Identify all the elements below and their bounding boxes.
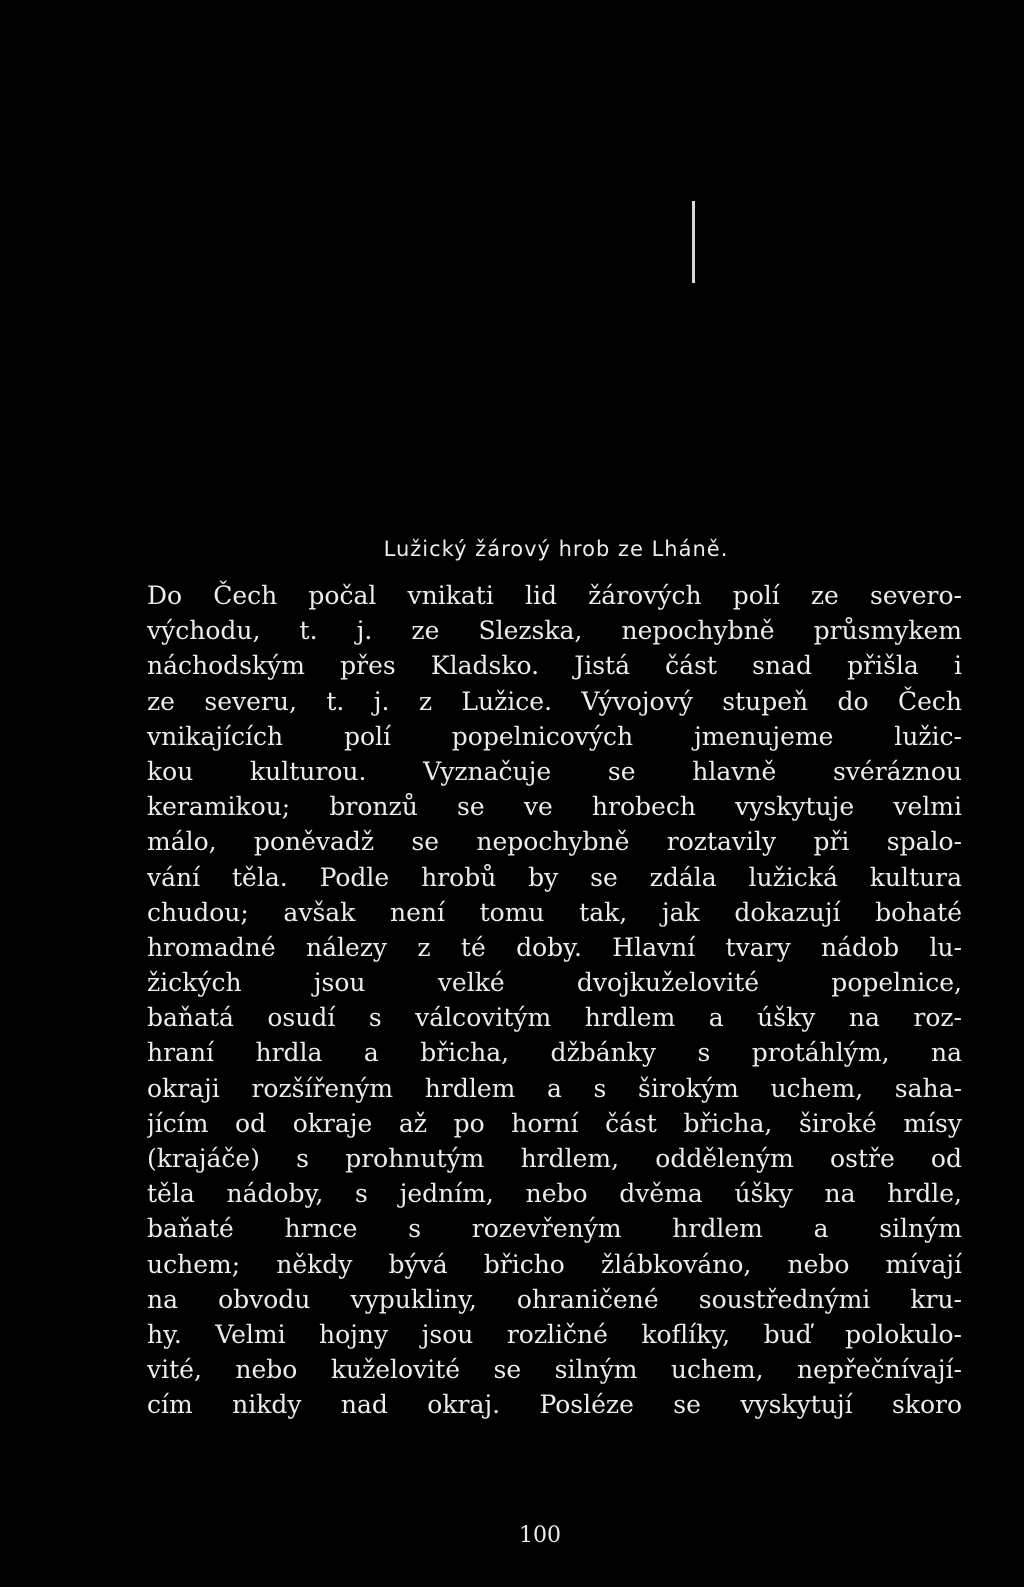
text-line: hraní hrdla a břicha, džbánky s protáhlým, na [147,1038,962,1068]
text-line: na obvodu vypukliny, ohraničené soustřednými kru- [147,1284,962,1314]
text-line: ze severu, t. j. z Lužice. Vývojový stupeň do Čech [147,686,962,716]
text-line: baňaté hrnce s rozevřeným hrdlem a silným [147,1214,962,1244]
text-line: vání těla. Podle hrobů by se zdála lužická kultura [147,862,962,892]
text-line: kou kulturou. Vyznačuje se hlavně svéráznou [147,756,962,786]
body-paragraph [147,578,962,1423]
scan-edge-mark [692,201,695,283]
text-line: málo, poněvadž se nepochybně roztavily při spalo- [147,827,962,857]
text-line: Do Čech počal vnikati lid žárových polí ze severo- [147,581,962,610]
text-line: vité, nebo kuželovité se silným uchem, nepřečnívají- [147,1355,962,1385]
text-line: chudou; avšak není tomu tak, jak dokazují bohaté [147,897,962,927]
text-line: východu, t. j. ze Slezska, nepochybně průsmykem [147,616,962,646]
text-line: náchodským přes Kladsko. Jistá část snad přišla i [147,651,962,681]
text-line: jícím od okraje až po horní část břicha, široké mísy [147,1108,962,1138]
text-line: okraji rozšířeným hrdlem a s širokým uchem, saha- [147,1073,962,1103]
text-line: cím nikdy nad okraj. Posléze se vyskytují skoro [147,1390,962,1420]
text-line: keramikou; bronzů se ve hrobech vyskytuje velmi [147,792,962,822]
figure-caption: Lužický žárový hrob ze Lháně. [383,537,729,561]
text-line: vnikajících polí popelnicových jmenujeme lužic- [147,721,962,751]
text-line: hromadné nálezy z té doby. Hlavní tvary nádob lu- [147,932,962,962]
text-line: hy. Velmi hojny jsou rozličné koflíky, buď polokulo- [147,1319,962,1349]
text-line: uchem; někdy bývá břicho žlábkováno, nebo mívají [147,1249,962,1279]
text-line: žických jsou velké dvojkuželovité popelnice, [147,968,962,998]
page-number: 100 [519,1523,561,1548]
text-line: baňatá osudí s válcovitým hrdlem a úšky na roz- [147,1003,962,1033]
text-line: těla nádoby, s jedním, nebo dvěma úšky na hrdle, [147,1179,962,1209]
text-line: (krajáče) s prohnutým hrdlem, odděleným ostře od [147,1144,962,1173]
